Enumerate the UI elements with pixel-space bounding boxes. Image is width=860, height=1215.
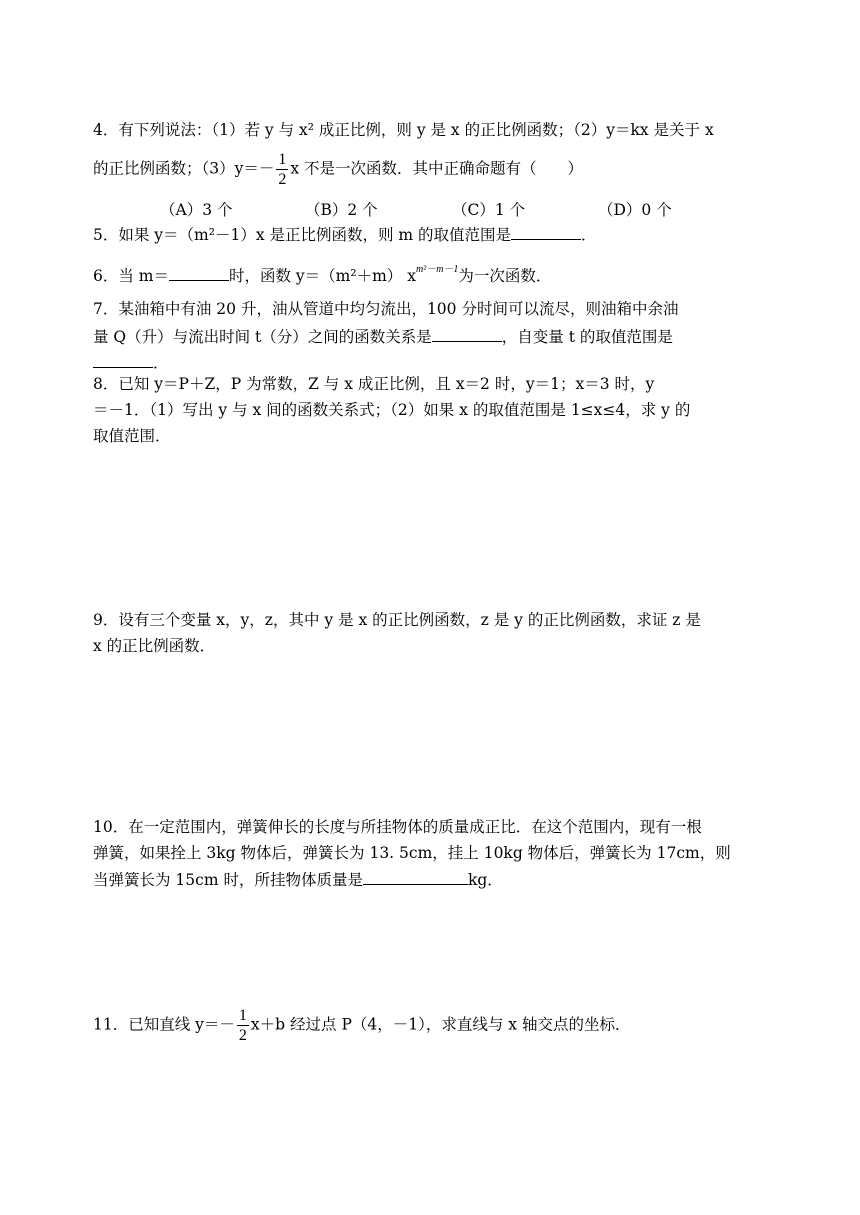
q4-frac-num: 1 <box>278 151 287 168</box>
q4-line2-text-b: x 不是一次函数．其中正确命题有（ ） <box>290 159 584 178</box>
q4-line2 <box>93 150 583 189</box>
q11-frac-den: 2 <box>238 1027 247 1044</box>
q5-text-a: 5．如果 y＝（m²－1）x 是正比例函数，则 m 的取值范围是 <box>93 226 512 244</box>
q11-fraction <box>237 1006 249 1045</box>
q9-line1: 9．设有三个变量 x，y，z，其中 y 是 x 的正比例函数，z 是 y 的正比例函数，求证 z 是 <box>93 611 701 629</box>
q8-line2: ＝－1．（1）写出 y 与 x 间的函数关系式；（2）如果 x 的取值范围是 1≤x≤4，求 y 的 <box>93 401 691 419</box>
q4-option-c: （C）1 个 <box>452 201 526 219</box>
q5-blank[interactable] <box>511 224 581 240</box>
q6-text-c: 为一次函数． <box>458 267 552 285</box>
q11-text-b: x＋b 经过点 P（4，－1），求直线与 x 轴交点的坐标． <box>250 1015 631 1034</box>
q4-option-d: （D）0 个 <box>598 201 672 219</box>
q4-frac-den: 2 <box>278 171 287 188</box>
q4-option-b: （B）2 个 <box>305 201 378 219</box>
q10-blank[interactable] <box>363 869 468 885</box>
q11-line <box>93 1006 630 1045</box>
q10-text-a: 当弹簧长为 15cm 时，所挂物体质量是 <box>93 871 363 889</box>
q10-line3 <box>93 869 503 890</box>
q8-line3: 取值范围． <box>93 427 171 445</box>
q4-line2-text-a: 的正比例函数；（3）y＝－ <box>93 159 275 178</box>
q11-text-a: 11．已知直线 y＝－ <box>93 1015 235 1034</box>
q6-exponent: m²－m－1 <box>415 264 459 275</box>
q7-text-c: ． <box>153 354 169 372</box>
q6-blank[interactable] <box>169 265 229 281</box>
q8-line1: 8．已知 y＝P＋Z，P 为常数，Z 与 x 成正比例，且 x＝2 时，y＝1；x＝3 时，y <box>93 375 655 393</box>
q5-text-b: ． <box>581 226 597 244</box>
q9-line2: x 的正比例函数． <box>93 637 216 655</box>
q4-line1: 4．有下列说法：（1）若 y 与 x² 成正比例，则 y 是 x 的正比例函数；（2）y＝kx 是关于 x <box>93 121 714 139</box>
q7-blank-1[interactable] <box>432 326 502 342</box>
q6-line <box>93 265 551 289</box>
q10-text-b: kg． <box>467 871 503 889</box>
q4-fraction <box>276 150 288 189</box>
q5-line <box>93 224 597 245</box>
q6-text-b: 时，函数 y＝（m²＋m） x <box>229 267 416 285</box>
q10-line2: 弹簧，如果拴上 3kg 物体后，弹簧长为 13. 5cm，挂上 10kg 物体后，弹簧长为 17cm，则 <box>93 844 731 862</box>
q7-blank-2[interactable] <box>93 352 153 368</box>
q7-line1: 7．某油箱中有油 20 升，油从管道中均匀流出，100 分时间可以流尽，则油箱中余油 <box>93 300 679 318</box>
q7-text-a: 量 Q（升）与流出时间 t（分）之间的函数关系是 <box>93 328 432 346</box>
q10-line1: 10．在一定范围内，弹簧伸长的长度与所挂物体的质量成正比．在这个范围内，现有一根 <box>93 818 702 836</box>
q11-frac-num: 1 <box>238 1007 247 1024</box>
q7-line3 <box>93 352 169 373</box>
q7-text-b: ，自变量 t 的取值范围是 <box>501 328 673 346</box>
q7-line2 <box>93 326 673 347</box>
q4-option-a: （A）3 个 <box>160 201 233 219</box>
q6-text-a: 6．当 m＝ <box>93 267 169 285</box>
